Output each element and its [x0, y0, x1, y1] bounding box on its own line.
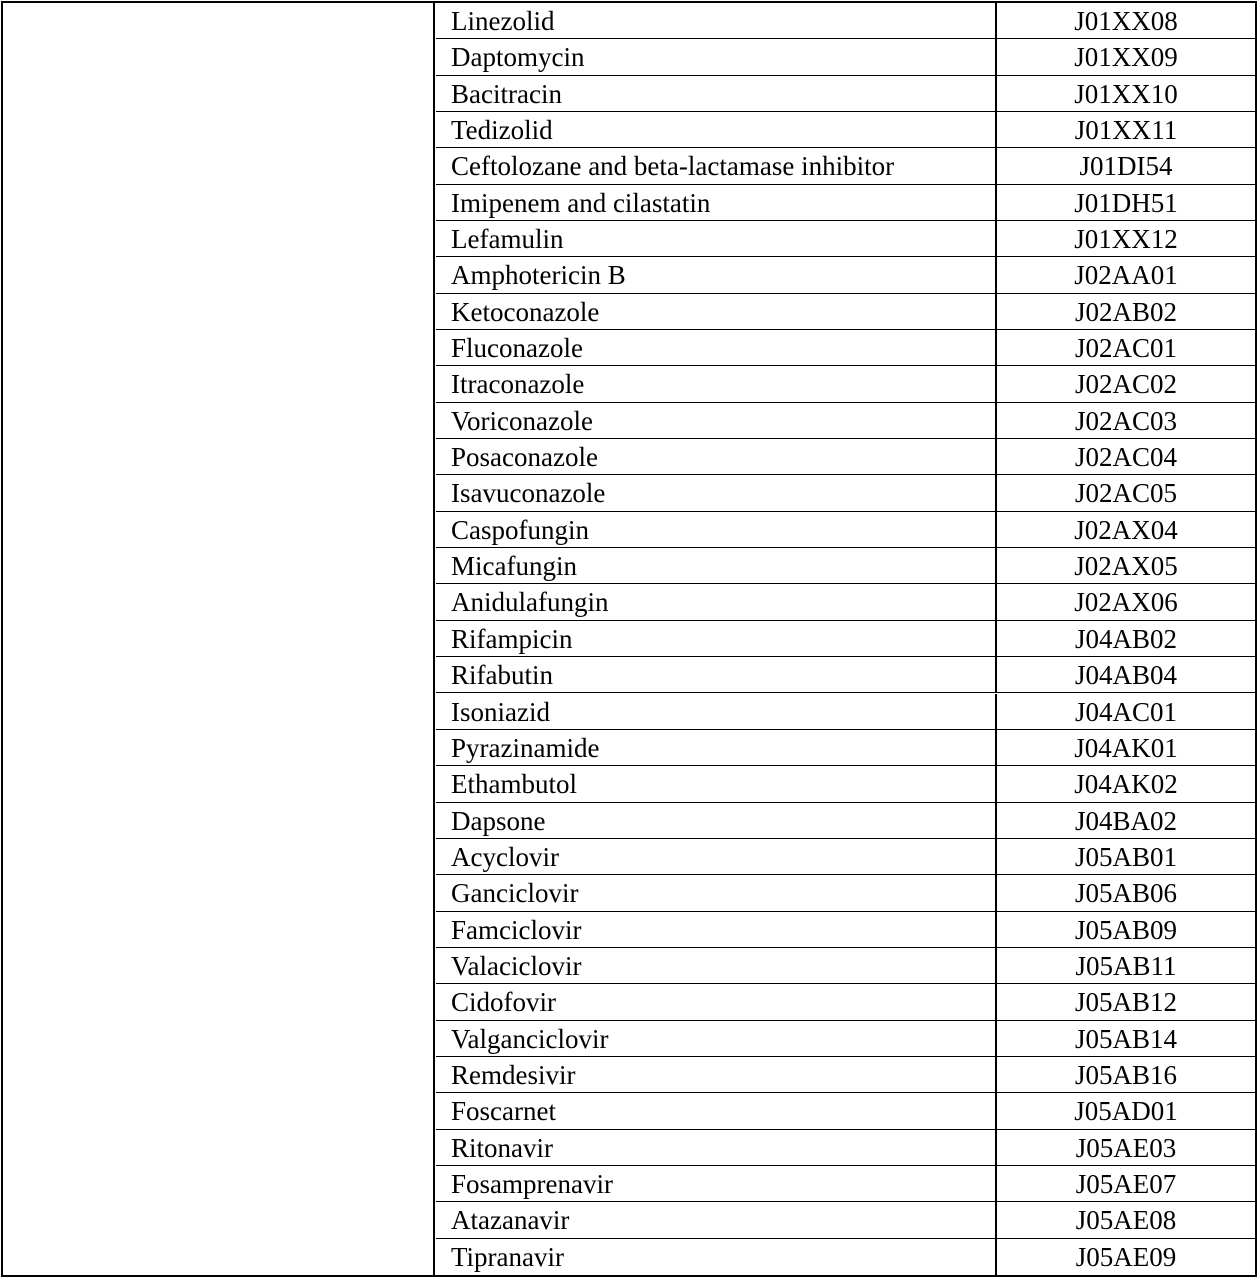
drug-name-cell: Valganciclovir [436, 1021, 997, 1056]
table-row [436, 512, 1255, 548]
table-row [436, 948, 1255, 984]
atc-code-cell: J01XX12 [1074, 224, 1178, 255]
table-row [436, 439, 1255, 475]
atc-code-cell: J02AC01 [1074, 333, 1177, 364]
drug-name-cell: Ceftolozane and beta-lactamase inhibitor [436, 148, 997, 183]
drug-name-cell: Isavuconazole [436, 475, 997, 510]
drug-name-cell: Itraconazole [436, 366, 997, 401]
table-row [436, 294, 1255, 330]
table-row [436, 839, 1255, 875]
table-row [436, 548, 1255, 584]
drug-name-cell: Fosamprenavir [436, 1166, 997, 1201]
atc-code-cell: J04AB02 [1074, 623, 1177, 654]
table-row [436, 1130, 1255, 1166]
atc-code-cell: J01DH51 [1074, 187, 1178, 218]
table-row [436, 1202, 1255, 1238]
table-row [436, 1166, 1255, 1202]
drug-name-cell: Isoniazid [436, 694, 997, 729]
atc-code-cell: J02AC02 [1074, 369, 1177, 400]
table-row [436, 1239, 1255, 1275]
table-row [436, 584, 1255, 620]
drug-name-cell: Ketoconazole [436, 294, 997, 329]
atc-code-cell: J05AE09 [1075, 1241, 1177, 1272]
table-row [436, 984, 1255, 1020]
table-row [436, 730, 1255, 766]
table-row [436, 330, 1255, 366]
atc-code-cell: J05AE03 [1075, 1132, 1177, 1163]
atc-code-cell: J05AE08 [1075, 1205, 1177, 1236]
drug-rows [436, 3, 1255, 1275]
atc-code-cell: J01XX11 [1074, 115, 1178, 146]
atc-code-cell: J05AB14 [1074, 1023, 1177, 1054]
drug-name-cell: Daptomycin [436, 39, 997, 74]
table-row [436, 1093, 1255, 1129]
drug-name-cell: Tipranavir [436, 1239, 997, 1275]
atc-code-cell: J02AC03 [1074, 405, 1177, 436]
atc-code-cell: J01DI54 [1079, 151, 1173, 182]
table-row [436, 657, 1255, 693]
atc-code-cell: J05AB16 [1074, 1059, 1177, 1090]
table-row [436, 39, 1255, 75]
atc-code-cell: J02AB02 [1074, 296, 1177, 327]
drug-name-cell: Ganciclovir [436, 875, 997, 910]
drug-name-cell: Amphotericin B [436, 257, 997, 292]
drug-name-cell: Voriconazole [436, 403, 997, 438]
atc-code-cell: J04AB04 [1074, 660, 1177, 691]
drug-name-cell: Foscarnet [436, 1093, 997, 1128]
atc-code-cell: J01XX10 [1074, 78, 1178, 109]
drug-table [1, 1, 1257, 1277]
drug-name-cell: Acyclovir [436, 839, 997, 874]
table-row [436, 112, 1255, 148]
table-row [436, 621, 1255, 657]
drug-name-cell: Posaconazole [436, 439, 997, 474]
table-row [436, 148, 1255, 184]
table-row [436, 766, 1255, 802]
atc-code-cell: J04AC01 [1074, 696, 1177, 727]
table-row [436, 76, 1255, 112]
table-row [436, 1021, 1255, 1057]
atc-code-cell: J05AB06 [1074, 878, 1177, 909]
atc-code-cell: J05AB12 [1074, 987, 1177, 1018]
atc-code-cell: J02AX06 [1074, 587, 1178, 618]
drug-name-cell: Bacitracin [436, 76, 997, 111]
atc-code-cell: J05AE07 [1075, 1168, 1177, 1199]
table-row [436, 366, 1255, 402]
table-row [436, 694, 1255, 730]
table-row [436, 257, 1255, 293]
drug-name-cell: Fluconazole [436, 330, 997, 365]
drug-name-cell: Anidulafungin [436, 584, 997, 619]
atc-code-cell: J05AB01 [1074, 841, 1177, 872]
atc-code-cell: J01XX09 [1074, 42, 1178, 73]
atc-code-cell: J02AC05 [1074, 478, 1177, 509]
atc-code-cell: J04BA02 [1074, 805, 1177, 836]
drug-name-cell: Remdesivir [436, 1057, 997, 1092]
atc-code-cell: J04AK02 [1074, 769, 1178, 800]
table-row [436, 475, 1255, 511]
atc-code-cell: J05AB09 [1074, 914, 1177, 945]
table-row [436, 185, 1255, 221]
drug-name-cell: Dapsone [436, 803, 997, 838]
drug-name-cell: Micafungin [436, 548, 997, 583]
atc-code-cell: J04AK01 [1074, 732, 1178, 763]
atc-code-cell: J05AD01 [1074, 1096, 1178, 1127]
atc-code-cell: J02AX05 [1074, 551, 1178, 582]
table-row [436, 875, 1255, 911]
drug-name-cell: Rifabutin [436, 657, 997, 692]
table-row [436, 912, 1255, 948]
atc-code-cell: J02AX04 [1074, 514, 1178, 545]
drug-name-cell: Cidofovir [436, 984, 997, 1019]
drug-name-cell: Valaciclovir [436, 948, 997, 983]
drug-name-cell: Atazanavir [436, 1202, 997, 1237]
drug-name-cell: Ritonavir [436, 1130, 997, 1165]
drug-name-cell: Lefamulin [436, 221, 997, 256]
table-row [436, 803, 1255, 839]
drug-name-cell: Pyrazinamide [436, 730, 997, 765]
drug-name-cell: Imipenem and cilastatin [436, 185, 997, 220]
drug-name-cell: Tedizolid [436, 112, 997, 147]
atc-code-cell: J01XX08 [1074, 6, 1178, 36]
table-row [436, 1057, 1255, 1093]
drug-name-cell: Famciclovir [436, 912, 997, 947]
table-row [436, 3, 1255, 39]
atc-code-cell: J05AB11 [1075, 950, 1177, 981]
drug-name-cell: Caspofungin [436, 512, 997, 547]
merged-category-cell [3, 3, 435, 1275]
table-row [436, 403, 1255, 439]
drug-name-cell: Linezolid [436, 3, 997, 38]
table-row [436, 221, 1255, 257]
atc-code-cell: J02AA01 [1074, 260, 1178, 291]
drug-name-cell: Rifampicin [436, 621, 997, 656]
atc-code-cell: J02AC04 [1074, 442, 1177, 473]
drug-name-cell: Ethambutol [436, 766, 997, 801]
